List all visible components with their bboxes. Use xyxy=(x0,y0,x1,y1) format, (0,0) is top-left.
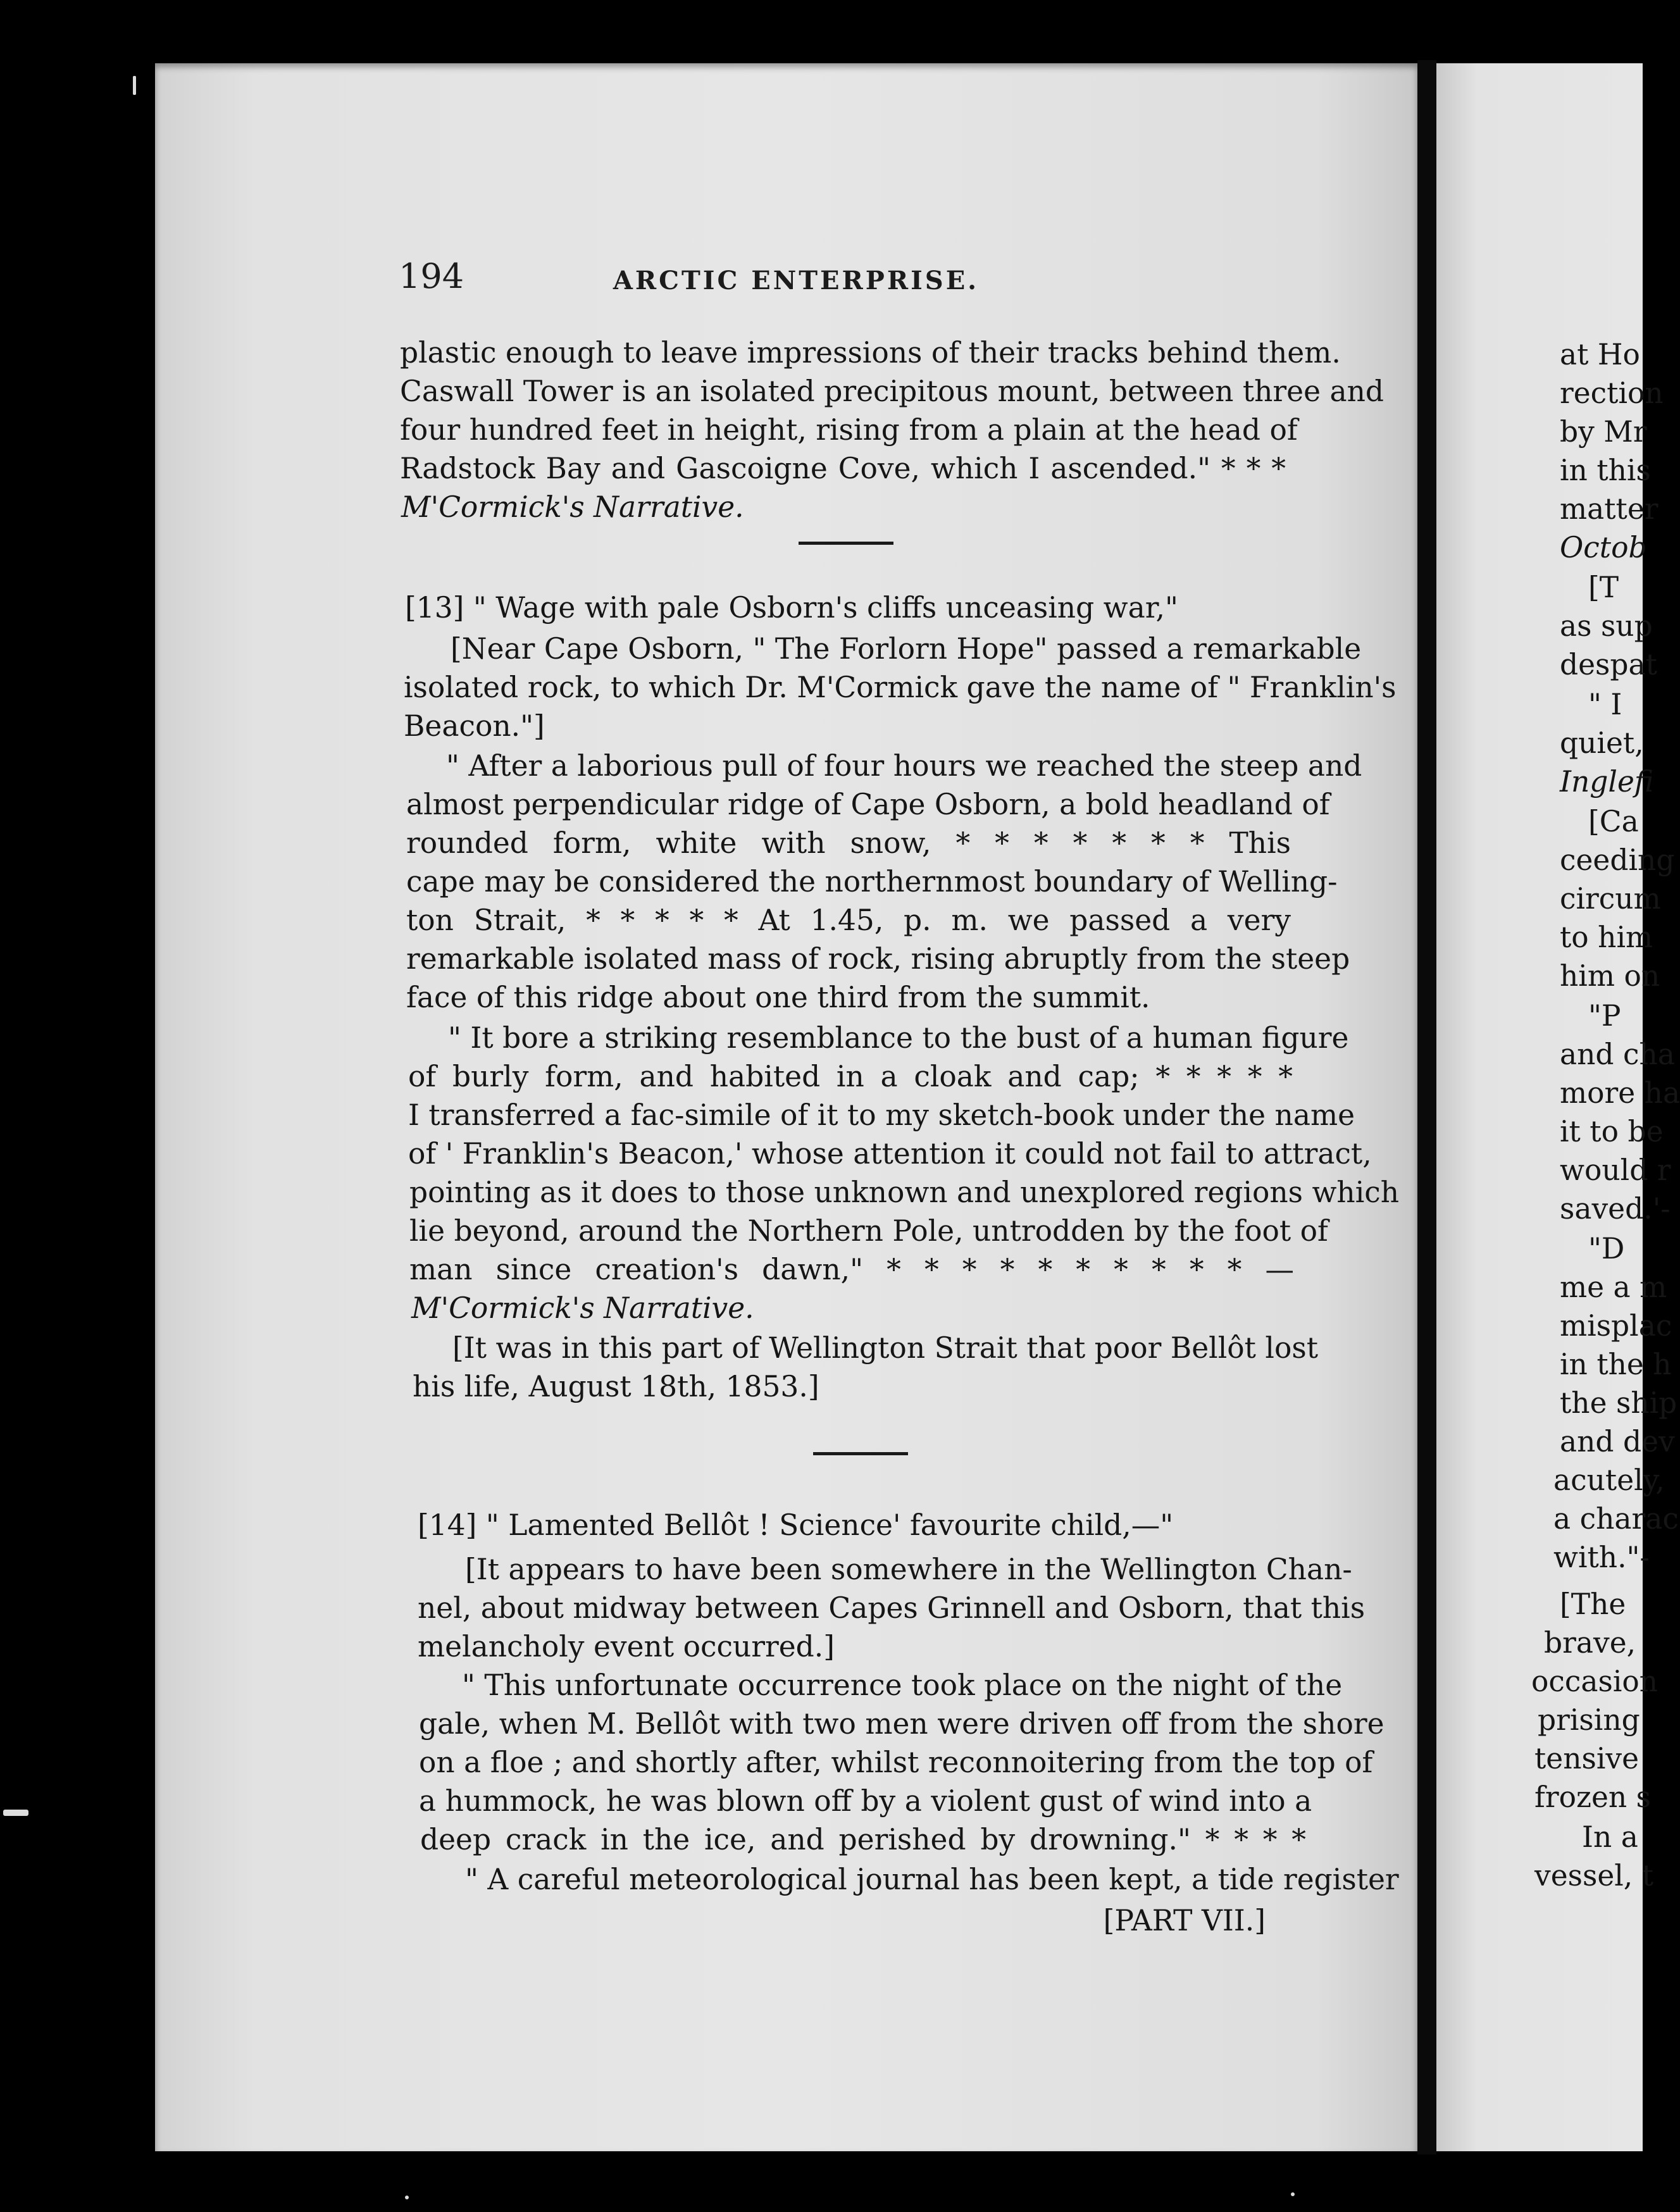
text-line: remarkable isolated mass of rock, rising abruptly from the steep xyxy=(406,942,1350,976)
attribution-line: M'Cormick's Narrative. xyxy=(401,490,744,524)
facing-page-line: to him xyxy=(1560,921,1653,954)
facing-page-line: me a m xyxy=(1560,1271,1667,1304)
facing-page-line: "D xyxy=(1588,1232,1625,1265)
facing-page-line: as sup xyxy=(1560,609,1653,643)
facing-page-line: circum xyxy=(1560,882,1661,916)
text-line: nel, about midway between Capes Grinnell and Osborn, that this xyxy=(418,1591,1366,1625)
note-heading-14: [14] " Lamented Bellôt ! Science' favourite child,—" xyxy=(418,1508,1174,1542)
facing-page-line: acutely, xyxy=(1553,1463,1665,1497)
facing-page-line: saved.'- xyxy=(1560,1192,1671,1226)
facing-page-line: " I xyxy=(1588,688,1622,721)
text-line: Beacon."] xyxy=(404,709,545,743)
facing-page-line: tensive xyxy=(1534,1742,1640,1775)
facing-page-line: the ship xyxy=(1560,1386,1677,1420)
text-line: [It appears to have been somewhere in the Wellington Chan- xyxy=(465,1553,1352,1586)
text-line: deep crack in the ice, and perished by drowning." * * * * xyxy=(420,1823,1306,1856)
text-line: [Near Cape Osborn, " The Forlorn Hope" passed a remarkable xyxy=(451,632,1362,666)
facing-page-line: with."- xyxy=(1553,1541,1650,1574)
facing-page-line: occasion xyxy=(1531,1665,1658,1698)
scan-artifact xyxy=(405,2196,409,2199)
facing-page-line: [The xyxy=(1560,1588,1626,1621)
section-rule xyxy=(799,542,893,545)
text-line: rounded form, white with snow, * * * * * * * This xyxy=(406,826,1291,860)
text-line: gale, when M. Bellôt with two men were driven off from the shore xyxy=(419,1707,1384,1741)
text-line: ton Strait, * * * * * At 1.45, p. m. we passed a very xyxy=(406,904,1291,937)
facing-page-line: prising xyxy=(1538,1703,1640,1737)
facing-page-line: [Ca xyxy=(1588,805,1639,838)
facing-page-line: brave, xyxy=(1544,1626,1636,1660)
text-line: four hundred feet in height, rising from a plain at the head of xyxy=(400,413,1298,447)
facing-page-line: it to be xyxy=(1560,1115,1664,1148)
text-line: Radstock Bay and Gascoigne Cove, which I ascended." * * * xyxy=(400,452,1286,485)
text-line: melancholy event occurred.] xyxy=(418,1630,835,1663)
text-line: a hummock, he was blown off by a violent gust of wind into a xyxy=(419,1784,1312,1818)
facing-page-line: despat xyxy=(1560,648,1657,681)
facing-page-line: "P xyxy=(1588,999,1621,1033)
facing-page-line: In a xyxy=(1582,1820,1638,1854)
facing-page-line: and dev xyxy=(1560,1425,1675,1458)
text-line: almost perpendicular ridge of Cape Osborn, a bold headland of xyxy=(406,788,1330,821)
text-line: of burly form, and habited in a cloak and cap; * * * * * xyxy=(408,1060,1293,1093)
text-line: man since creation's dawn," * * * * * * * * * * — xyxy=(409,1253,1294,1286)
facing-page-line: a charac xyxy=(1553,1502,1679,1536)
facing-page-line: Octob xyxy=(1560,531,1647,564)
running-head: ARCTIC ENTERPRISE. xyxy=(613,266,980,295)
attribution-line: M'Cormick's Narrative. xyxy=(411,1291,754,1325)
facing-page-line: vessel, t xyxy=(1534,1859,1654,1892)
signature-mark: [PART VII.] xyxy=(1103,1904,1266,1937)
text-line: I transferred a fac-simile of it to my sketch-book under the name xyxy=(408,1098,1355,1132)
text-line: Caswall Tower is an isolated precipitous mount, between three and xyxy=(400,375,1384,408)
text-line: plastic enough to leave impressions of their tracks behind them. xyxy=(400,336,1341,370)
facing-page-line: would r xyxy=(1560,1153,1671,1187)
facing-page-line: in this xyxy=(1560,454,1651,487)
text-line: [It was in this part of Wellington Strait that poor Bellôt lost xyxy=(452,1331,1318,1365)
facing-page-line: him on xyxy=(1560,959,1660,993)
facing-page-line: by Mr xyxy=(1560,415,1647,449)
text-line: cape may be considered the northernmost boundary of Welling- xyxy=(406,865,1338,898)
facing-page-line: in the h xyxy=(1560,1348,1672,1381)
facing-page-line: [T xyxy=(1588,571,1619,604)
text-line: " This unfortunate occurrence took place on the night of the xyxy=(462,1668,1343,1702)
note-heading-13: [13] " Wage with pale Osborn's cliffs unceasing war," xyxy=(405,591,1178,624)
facing-page-line: more ha xyxy=(1560,1076,1680,1110)
text-line: his life, August 18th, 1853.] xyxy=(413,1370,819,1403)
facing-page-line: Inglefi xyxy=(1560,765,1654,798)
text-line: " After a laborious pull of four hours we reached the steep and xyxy=(446,749,1362,783)
facing-page-line: quiet, xyxy=(1560,726,1644,760)
scan-artifact xyxy=(3,1810,28,1816)
book-gutter xyxy=(1417,60,1436,2154)
facing-page-line: misplac xyxy=(1560,1309,1672,1343)
facing-page-line: frozen s xyxy=(1534,1780,1651,1814)
section-rule xyxy=(813,1452,908,1455)
facing-page-line: ceeding xyxy=(1560,843,1675,877)
text-line: on a floe ; and shortly after, whilst reconnoitering from the top of xyxy=(419,1746,1373,1779)
text-line: isolated rock, to which Dr. M'Cormick gave the name of " Franklin's xyxy=(404,671,1397,704)
facing-page-line: matter xyxy=(1560,492,1658,526)
text-line: pointing as it does to those unknown and unexplored regions which xyxy=(409,1176,1400,1209)
text-line: " A careful meteorological journal has been kept, a tide register xyxy=(465,1863,1399,1896)
text-line: " It bore a striking resemblance to the bust of a human figure xyxy=(448,1021,1349,1055)
facing-page-line: rection xyxy=(1560,376,1664,410)
scan-artifact xyxy=(1291,2192,1295,2196)
facing-page-line: and cha xyxy=(1560,1038,1675,1071)
facing-page-line: at Ho xyxy=(1560,338,1640,371)
text-line: face of this ridge about one third from the summit. xyxy=(406,981,1150,1014)
text-line: of ' Franklin's Beacon,' whose attention it could not fail to attract, xyxy=(408,1137,1372,1171)
text-line: lie beyond, around the Northern Pole, untrodden by the foot of xyxy=(409,1214,1328,1248)
page-number: 194 xyxy=(399,256,464,296)
scan-artifact xyxy=(133,76,136,95)
